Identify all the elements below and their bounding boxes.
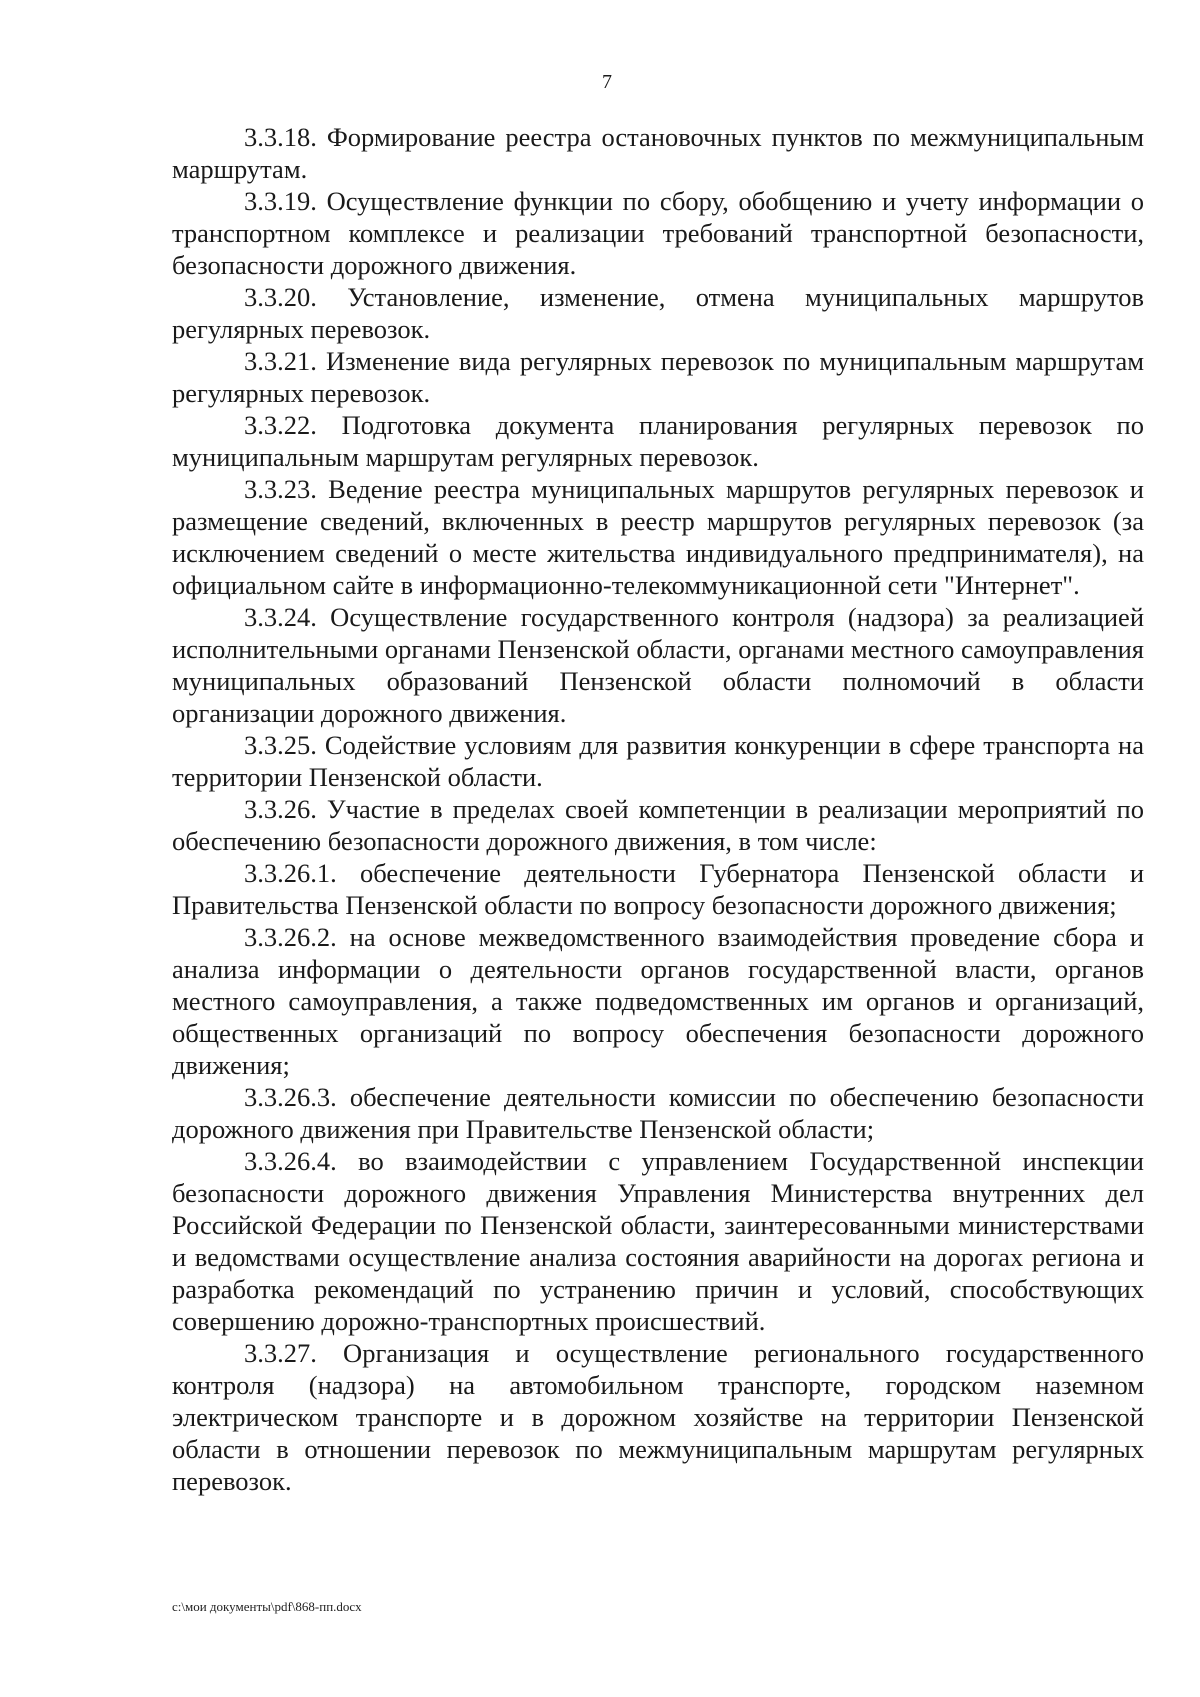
paragraph-3-3-18: 3.3.18. Формирование реестра остановочных пунктов по межмуниципальным маршрутам.: [172, 122, 1144, 184]
paragraph-3-3-19: 3.3.19. Осуществление функции по сбору, обобщению и учету информации о транспортном комплексе и реализации требований транспортной безопасности, безопасности дорожного движения.: [172, 186, 1144, 280]
paragraph-3-3-25: 3.3.25. Содействие условиям для развития конкуренции в сфере транспорта на территории Пензенской области.: [172, 730, 1144, 792]
paragraph-3-3-21: 3.3.21. Изменение вида регулярных перевозок по муниципальным маршрутам регулярных перевозок.: [172, 346, 1144, 408]
paragraph-3-3-24: 3.3.24. Осуществление государственного контроля (надзора) за реализацией исполнительными органами Пензенской области, органами местного самоуправления муниципальных образований Пензенской области полномочий в области организации дорожного движения.: [172, 602, 1144, 728]
paragraph-3-3-26-1: 3.3.26.1. обеспечение деятельности Губернатора Пензенской области и Правительства Пензенской области по вопросу безопасности дорожного движения;: [172, 858, 1144, 920]
paragraph-3-3-23: 3.3.23. Ведение реестра муниципальных маршрутов регулярных перевозок и размещение сведений, включенных в реестр маршрутов регулярных перевозок (за исключением сведений о месте жительства индивидуального предпринимателя), на официальном сайте в информационно-телекоммуникационной сети "Интернет".: [172, 474, 1144, 600]
paragraph-3-3-27: 3.3.27. Организация и осуществление регионального государственного контроля (надзора) на автомобильном транспорте, городском наземном электрическом транспорте и в дорожном хозяйстве на территории Пензенской области в отношении перевозок по межмуниципальным маршрутам регулярных перевозок.: [172, 1338, 1144, 1496]
document-body: [172, 121, 1144, 1497]
paragraph-3-3-26-3: 3.3.26.3. обеспечение деятельности комиссии по обеспечению безопасности дорожного движения при Правительстве Пензенской области;: [172, 1082, 1144, 1144]
paragraph-3-3-26-2: 3.3.26.2. на основе межведомственного взаимодействия проведение сбора и анализа информации о деятельности органов государственной власти, органов местного самоуправления, а также подведомственных им органов и организаций, общественных организаций по вопросу обеспечения безопасности дорожного движения;: [172, 922, 1144, 1080]
paragraph-3-3-20: 3.3.20. Установление, изменение, отмена муниципальных маршрутов регулярных перевозок.: [172, 282, 1144, 344]
paragraph-3-3-26-4: 3.3.26.4. во взаимодействии с управлением Государственной инспекции безопасности дорожного движения Управления Министерства внутренних дел Российской Федерации по Пензенской области, заинтересованными министерствами и ведомствами осуществление анализа состояния аварийности на дорогах региона и разработка рекомендаций по устранению причин и условий, способствующих совершению дорожно-транспортных происшествий.: [172, 1146, 1144, 1336]
paragraph-3-3-22: 3.3.22. Подготовка документа планирования регулярных перевозок по муниципальным маршрутам регулярных перевозок.: [172, 410, 1144, 472]
paragraph-3-3-26: 3.3.26. Участие в пределах своей компетенции в реализации мероприятий по обеспечению безопасности дорожного движения, в том числе:: [172, 794, 1144, 856]
page-number: 7: [602, 71, 612, 93]
footer-file-path: c:\мои документы\pdf\868-пп.docx: [172, 1599, 362, 1614]
